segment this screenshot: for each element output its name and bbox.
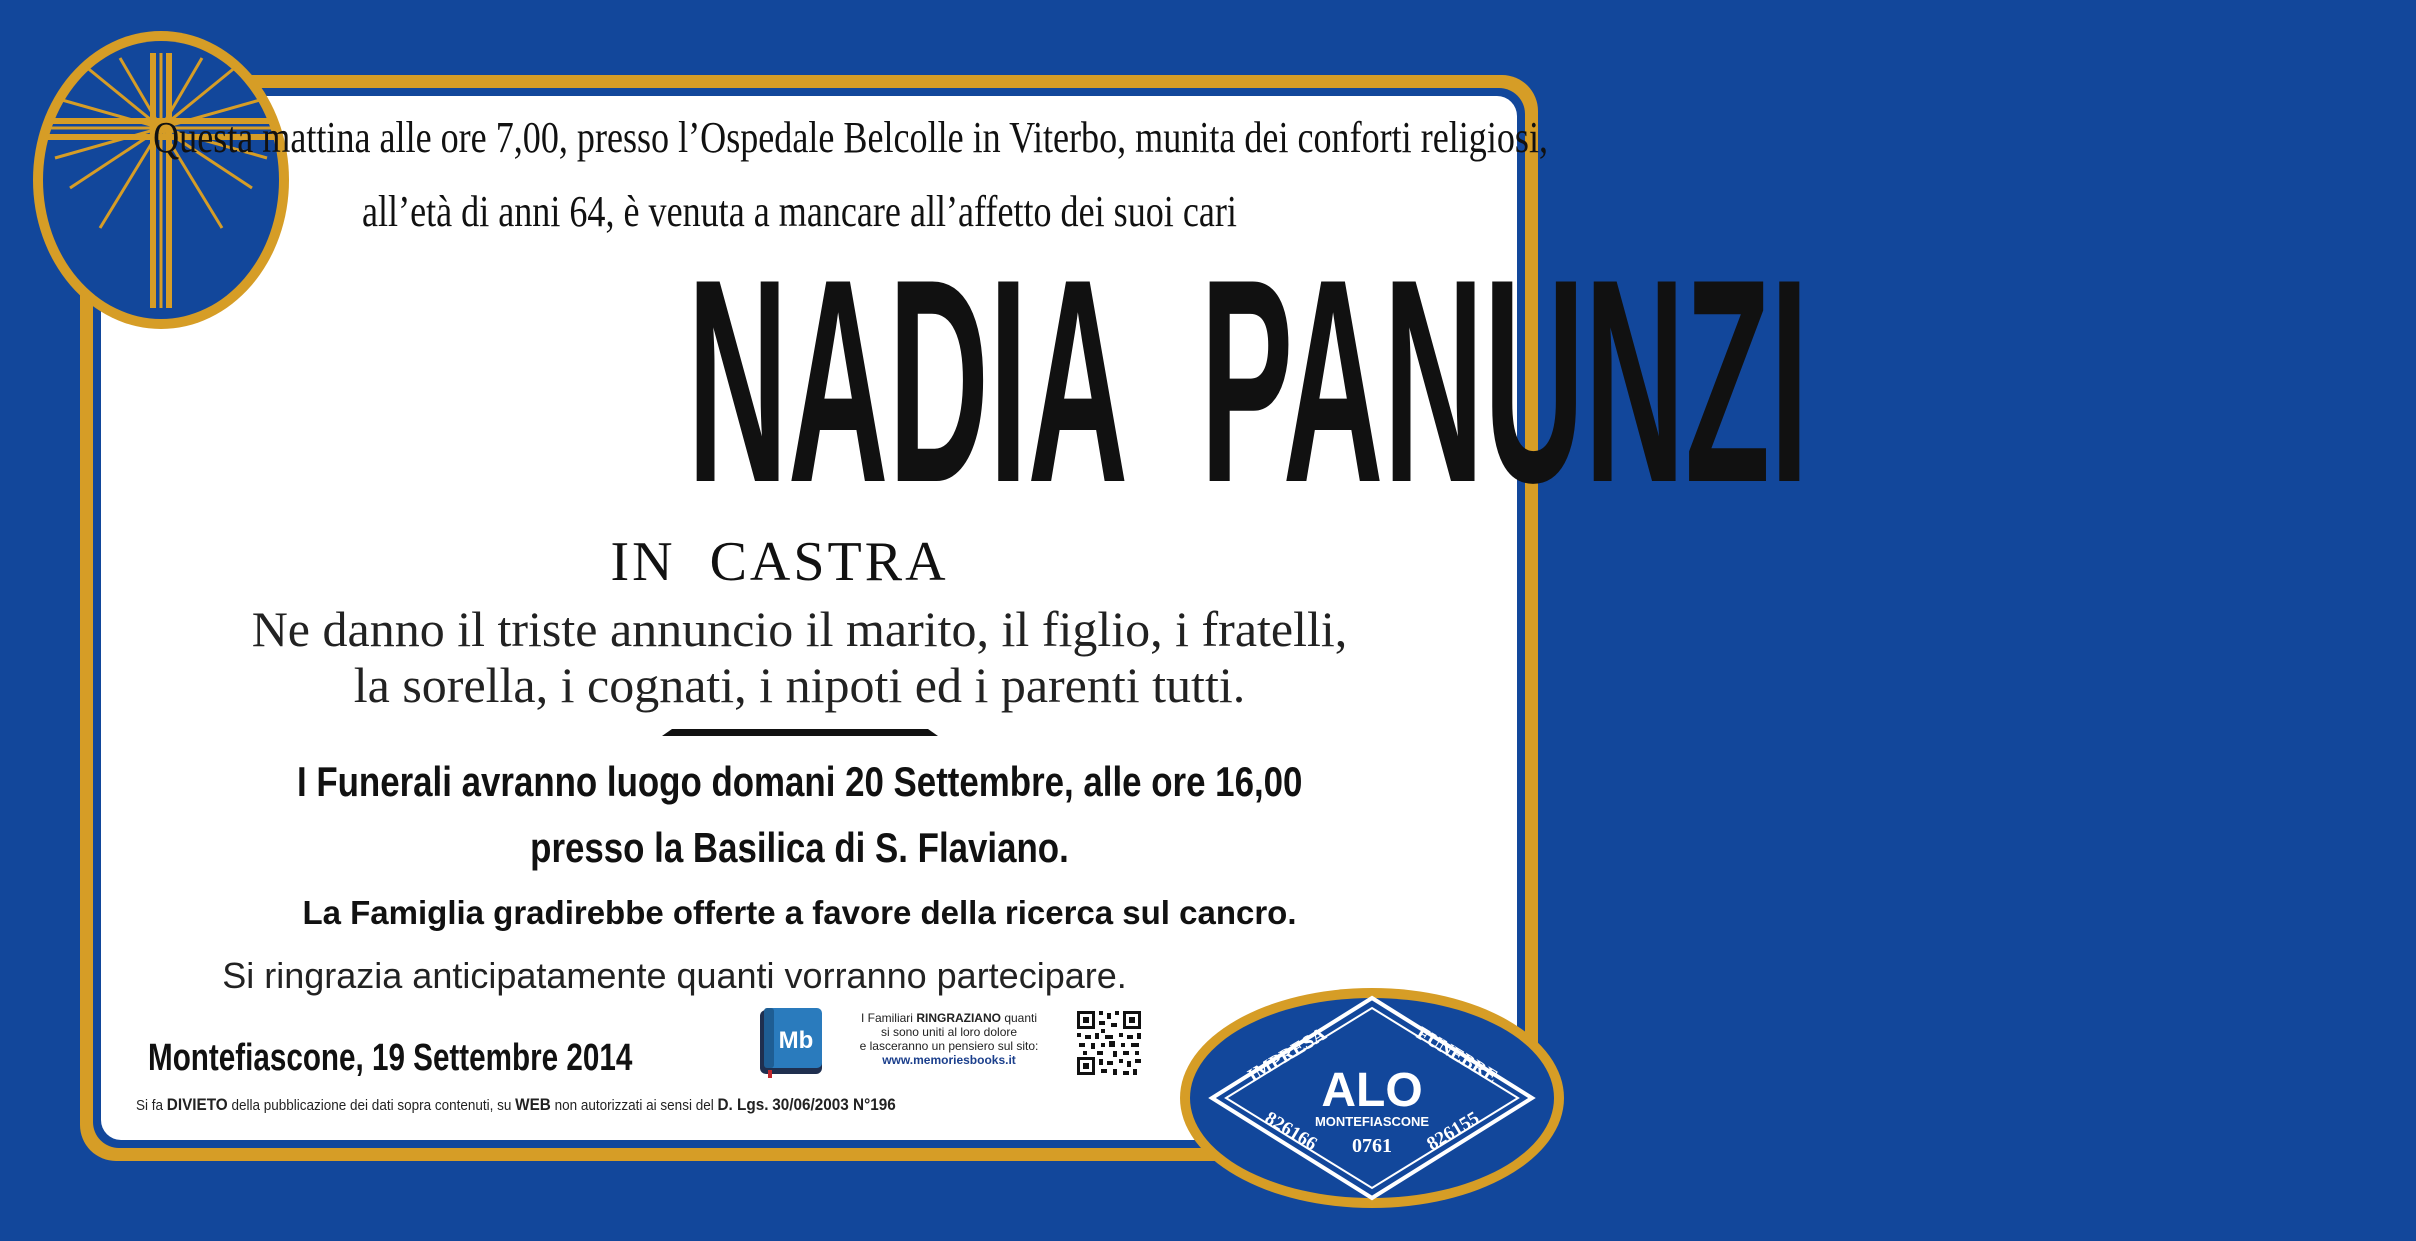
funeral-home-emblem: [1178, 986, 1566, 1210]
funeral-line-1: I Funerali avranno luogo domani 20 Settembre, alle ore 16,00: [296, 758, 1303, 805]
funeral-line-2: presso la Basilica di S. Flaviano.: [530, 824, 1069, 871]
memories-prefix: I Familiari: [860, 1011, 913, 1025]
qr-code-icon[interactable]: [1075, 1009, 1143, 1077]
ornamental-divider: [662, 729, 938, 737]
intro-line-2: all’età di anni 64, è venuta a mancare all’affetto dei suoi cari: [362, 187, 1237, 236]
memoriesbooks-logo-text: Mb: [778, 1027, 814, 1054]
intro-line-1: Questa mattina alle ore 7,00, presso l’Ospedale Belcolle in Viterbo, munita dei conforti religiosi,: [153, 113, 1548, 162]
announce-line-2: la sorella, i cognati, i nipoti ed i parenti tutti.: [353, 657, 1246, 713]
legal-text-1: Si fa: [136, 1097, 164, 1114]
memories-line-3: e lasceranno un pensiero sul sito:: [859, 1039, 1039, 1053]
place-date: Montefiascone, 19 Settembre 2014: [148, 1037, 633, 1079]
emblem-word-2: FUNEBRE: [1412, 1022, 1502, 1088]
memories-site-link[interactable]: www.memoriesbooks.it: [882, 1053, 1016, 1067]
family-request: La Famiglia gradirebbe offerte a favore della ricerca sul cancro.: [302, 894, 1297, 931]
legal-bold-4: 30/06/2003 N°196: [772, 1095, 896, 1114]
emblem-town: MONTEFIASCONE: [1314, 1114, 1430, 1129]
legal-bold-3: D. Lgs.: [717, 1095, 769, 1114]
announce-line-1: Ne danno il triste annuncio il marito, il figlio, i fratelli,: [251, 601, 1348, 657]
legal-bold-1: DIVIETO: [166, 1095, 228, 1114]
emblem-phone-left: 826166: [1260, 1107, 1321, 1155]
legal-bold-2: WEB: [515, 1095, 551, 1114]
memories-line-2: si sono uniti al loro dolore: [880, 1025, 1018, 1039]
memoriesbooks-note: [838, 1011, 1060, 1067]
emblem-phone-right: 826155: [1423, 1107, 1484, 1155]
emblem-word-1: IMPRESA: [1244, 1023, 1331, 1087]
legal-text-3: non autorizzati ai sensi del: [554, 1097, 714, 1114]
legal-text-2: della pubblicazione dei dati sopra contenuti, su: [231, 1097, 512, 1114]
legal-notice: [136, 1095, 896, 1115]
memories-keyword: RINGRAZIANO: [916, 1011, 1001, 1025]
emblem-brand: ALO: [1321, 1064, 1423, 1117]
thanks-line: Si ringrazia anticipatamente quanti vorranno partecipare.: [222, 955, 1127, 996]
memoriesbooks-logo: [758, 1006, 826, 1078]
memories-suffix: quanti: [1004, 1011, 1038, 1025]
married-name: IN CASTRA: [610, 531, 949, 593]
emblem-prefix: 0761: [1352, 1135, 1392, 1157]
deceased-name: NADIA PANUNZI: [687, 219, 1809, 543]
